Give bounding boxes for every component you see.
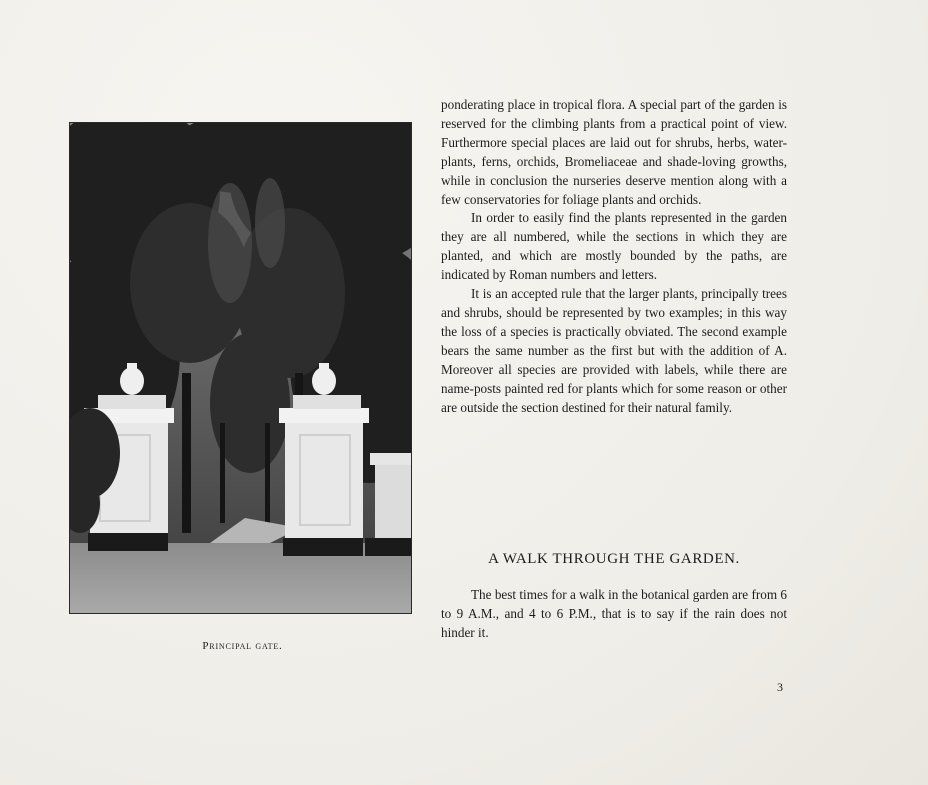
section-text xyxy=(441,585,787,642)
section-heading: A WALK THROUGH THE GARDEN. xyxy=(488,551,740,567)
page-number: 3 xyxy=(777,680,783,694)
section-paragraph: The best times for a walk in the botanical garden are from 6 to 9 A.M., and 4 to 6 P.M., that is to say if the rain does not hinder it. xyxy=(441,587,787,640)
paragraph-1: ponderating place in tropical flora. A special part of the garden is reserved for the climbing plants from a practical point of view. Furthermore special places are laid out for shrubs, herbs, water-plants, ferns, orchids, Bromeliaceae and shade-loving growths, while in conclusion the nurseries deserve mention along with a few conservatories for foliage plants and orchids. xyxy=(441,97,787,207)
body-text xyxy=(441,96,787,417)
figure-caption: Principal gate. xyxy=(202,640,283,652)
photo-principal-gate xyxy=(69,122,412,614)
paragraph-2: In order to easily find the plants represented in the garden they are all numbered, while the sections in which they are planted, and which are mostly bounded by the paths, are indicated by Roman numbers and letters. xyxy=(441,210,787,283)
paragraph-3: It is an accepted rule that the larger plants, principally trees and shrubs, should be represented by two examples; in this way the loss of a species is practically obviated. The second example bears the same number as the first but with the addition of A. Moreover all species are provided with labels, while there are name-posts painted red for plants which for some reason or other are outside the section destined for their natural family. xyxy=(441,286,787,415)
